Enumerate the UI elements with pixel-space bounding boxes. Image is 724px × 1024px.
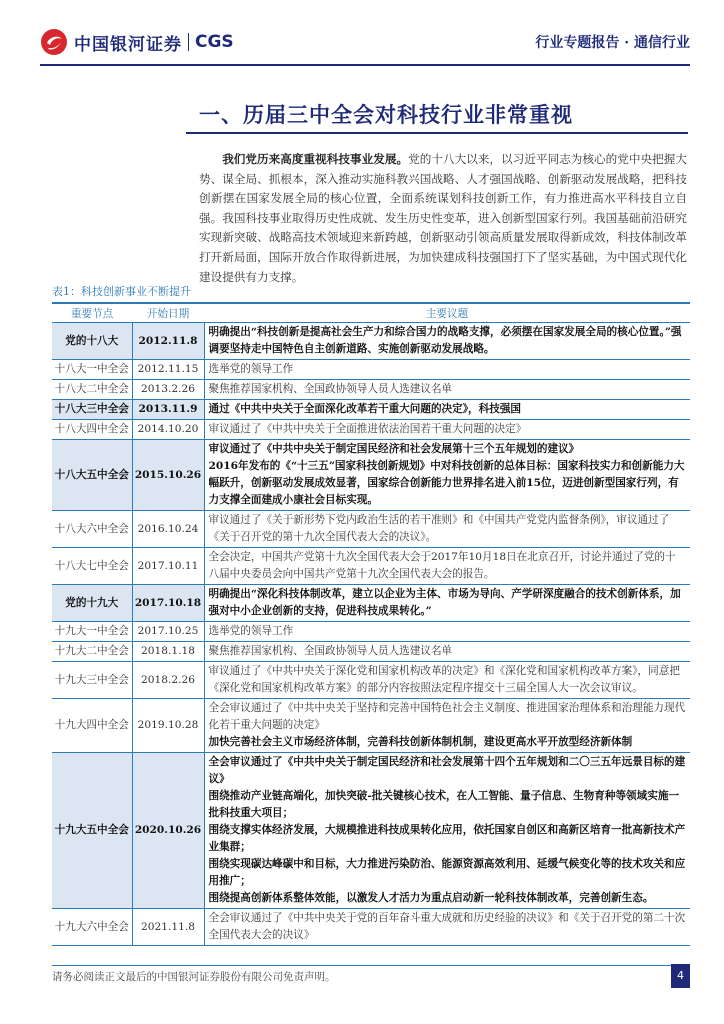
logo-english-name: CGS <box>195 32 234 52</box>
header-divider <box>40 64 690 66</box>
table-row <box>52 699 690 753</box>
logo-chinese-name: 中国银河证券 <box>74 34 182 55</box>
table-caption: 表1：科技创新事业不断提升 <box>52 285 191 298</box>
cell-topics <box>204 360 690 380</box>
topic-line: 全会决定，中国共产党第十九次全国代表大会于2017年10月18日在北京召开，讨论并通过了党的十八届中央委员会向中国共产党第十九次全国代表大会的报告。 <box>208 551 676 580</box>
topic-line: 选举党的领导工作 <box>208 625 294 637</box>
footer-divider <box>52 965 690 966</box>
title-divider <box>186 132 688 134</box>
cell-topics <box>204 400 690 420</box>
topic-line: 全会审议通过了《中共中央关于坚持和完善中国特色社会主义制度、推进国家治理体系和治理能力现代化若干重大问题的决定》 <box>208 702 686 731</box>
cell-topics <box>204 699 690 753</box>
cell-date: 2018.1.18 <box>132 642 204 662</box>
table-row <box>52 585 690 622</box>
cell-date: 2018.2.26 <box>132 662 204 699</box>
column-header-topics: 主要议题 <box>204 303 690 323</box>
cell-topics <box>204 380 690 400</box>
page-number: 4 <box>671 964 690 988</box>
topic-line: 加快完善社会主义市场经济体制，完善科技创新体制机制，建设更高水平开放型经济新体制 <box>208 736 633 748</box>
cell-date: 2013.2.26 <box>132 380 204 400</box>
topic-line: 聚焦推荐国家机构、全国政协领导人员人选建议名单 <box>208 645 453 657</box>
topic-line: 围绕提高创新体系整体效能，以激发人才活力为重点启动新一轮科技体制改革，完善创新生态。 <box>208 892 654 904</box>
cell-date: 2020.10.26 <box>132 753 204 909</box>
cell-date: 2021.11.8 <box>132 909 204 946</box>
cell-date: 2019.10.28 <box>132 699 204 753</box>
cell-node: 十九大一中全会 <box>52 622 132 642</box>
topic-line: 选举党的领导工作 <box>208 363 294 375</box>
galaxy-logo-icon <box>40 28 68 56</box>
cell-node: 十八大五中全会 <box>52 440 132 511</box>
topic-line: 全会审议通过了《中共中央关于制定国民经济和社会发展第十四个五年规划和二〇三五年远景目标的建议》 <box>208 756 686 785</box>
milestone-table <box>52 302 690 946</box>
table-body <box>52 323 690 946</box>
column-header-date: 开始日期 <box>132 303 204 323</box>
table-row <box>52 642 690 662</box>
table-row <box>52 909 690 946</box>
topic-line: 审议通过了《中共中央关于深化党和国家机构改革的决定》和《深化党和国家机构改革方案》，同意把《深化党和国家机构改革方案》的部分内容按照法定程序提交十三届全国人大一次会议审议。 <box>208 665 680 694</box>
cell-node: 十九大六中全会 <box>52 909 132 946</box>
table-row <box>52 622 690 642</box>
cell-date: 2016.10.24 <box>132 511 204 548</box>
cell-node: 十九大四中全会 <box>52 699 132 753</box>
topic-line: 审议通过了《中共中央关于全面推进依法治国若干重大问题的决定》 <box>208 423 527 435</box>
topic-line: 审议通过了《中共中央关于制定国民经济和社会发展第十三个五年规划的建议》 <box>208 443 580 455</box>
cell-date: 2015.10.26 <box>132 440 204 511</box>
cell-topics <box>204 662 690 699</box>
paragraph-body: 党的十八大以来，以习近平同志为核心的党中央把握大势、谋全局、抓根本，深入推动实施科教兴国战略、人才强国战略、创新驱动发展战略，把科技创新摆在国家发展全局的核心位置，全面系统谋划科技创新工作，有力推进高水平科技自立自强。我国科技事业取得历史性成就、发生历史性变革，进入创新型国家行列。我国基础前沿研究实现新突破、战略高技术领域迎来新跨越，创新驱动引领高质量发展取得新成效，科技体制改革打开新局面，国际开放合作取得新进展，为加快建成科技强国打下了坚实基础，为中国式现代化建设提供有力支撑。 <box>199 152 687 284</box>
cell-date: 2013.11.9 <box>132 400 204 420</box>
cell-node: 十八大四中全会 <box>52 420 132 440</box>
cell-node: 十九大二中全会 <box>52 642 132 662</box>
table-row <box>52 548 690 585</box>
table-row <box>52 420 690 440</box>
logo-divider <box>188 33 189 51</box>
topic-line: 审议通过了《关于新形势下党内政治生活的若干准则》和《中国共产党党内监督条例》，审议通过了《关于召开党的第十九次全国代表大会的决议》。 <box>208 514 670 543</box>
page-header <box>0 0 724 66</box>
cell-date: 2017.10.18 <box>132 585 204 622</box>
cell-topics <box>204 420 690 440</box>
cell-topics <box>204 753 690 909</box>
topic-line: 围绕实现碳达峰碳中和目标，大力推进污染防治、能源资源高效利用、延缓气候变化等的技术攻关和应用推广； <box>208 858 686 887</box>
cell-node: 十八大三中全会 <box>52 400 132 420</box>
table-row <box>52 662 690 699</box>
cell-date: 2017.10.11 <box>132 548 204 585</box>
cell-topics <box>204 323 690 360</box>
topic-line: 全会审议通过了《中共中央关于党的百年奋斗重大成就和历史经验的决议》和《关于召开党的第二十次全国代表大会的决议》 <box>208 912 686 941</box>
table-row <box>52 753 690 909</box>
cell-topics <box>204 511 690 548</box>
cell-topics <box>204 548 690 585</box>
intro-paragraph <box>199 150 687 287</box>
milestone-table-grid <box>52 302 690 946</box>
cell-date: 2014.10.20 <box>132 420 204 440</box>
cell-topics <box>204 642 690 662</box>
cell-node: 十九大五中全会 <box>52 753 132 909</box>
cell-node: 十八大一中全会 <box>52 360 132 380</box>
cell-topics <box>204 585 690 622</box>
table-row <box>52 400 690 420</box>
topic-line: 通过《中共中央关于全面深化改革若干重大问题的决定》，科技强国 <box>208 403 522 415</box>
cell-topics <box>204 622 690 642</box>
table-row <box>52 323 690 360</box>
paragraph-lead: 我们党历来高度重视科技事业发展。 <box>222 152 409 166</box>
cell-topics <box>204 440 690 511</box>
footer-disclaimer: 请务必阅读正文最后的中国银河证券股份有限公司免责声明。 <box>52 971 336 983</box>
cell-node: 十八大七中全会 <box>52 548 132 585</box>
table-row <box>52 511 690 548</box>
topic-line: 明确提出“深化科技体制改革，建立以企业为主体、市场为导向、产学研深度融合的技术创新体系，加强对中小企业创新的支持，促进科技成果转化。” <box>208 588 681 617</box>
table-header-row <box>52 303 690 323</box>
cell-topics <box>204 909 690 946</box>
cell-date: 2012.11.15 <box>132 360 204 380</box>
cell-node: 十九大三中全会 <box>52 662 132 699</box>
company-logo <box>40 28 234 56</box>
column-header-node: 重要节点 <box>52 303 132 323</box>
cell-node: 十八大六中全会 <box>52 511 132 548</box>
topic-line: 围绕支撑实体经济发展，大规模推进科技成果转化应用，依托国家自创区和高新区培育一批高新技术产业集群； <box>208 824 686 853</box>
cell-node: 党的十九大 <box>52 585 132 622</box>
report-type: 行业专题报告 · 通信行业 <box>535 35 690 51</box>
cell-date: 2012.11.8 <box>132 323 204 360</box>
section-title: 一、历届三中全会对科技行业非常重视 <box>199 102 573 127</box>
topic-line: 围绕推动产业链高端化，加快突破-批关键核心技术，在人工智能、量子信息、生物育种等领域实施一批科技重大项目； <box>208 790 680 819</box>
cell-date: 2017.10.25 <box>132 622 204 642</box>
table-row <box>52 360 690 380</box>
topic-line: 2016年发布的《“十三五”国家科技创新规划》中对科技创新的总体目标：国家科技实力和创新能力大幅跃升，创新驱动发展成效显著，国家综合创新能力世界排名进入前15位，迈进创新型国家行列，有力支撑全面建成小康社会目标实现。 <box>208 460 685 506</box>
topic-line: 聚焦推荐国家机构、全国政协领导人员人选建议名单 <box>208 383 453 395</box>
table-row <box>52 380 690 400</box>
topic-line: 明确提出“科技创新是提高社会生产力和综合国力的战略支撑，必须摆在国家发展全局的核心位置。”强调要坚持走中国特色自主创新道路、实施创新驱动发展战略。 <box>208 326 682 355</box>
cell-node: 十八大二中全会 <box>52 380 132 400</box>
cell-node: 党的十八大 <box>52 323 132 360</box>
table-row <box>52 440 690 511</box>
